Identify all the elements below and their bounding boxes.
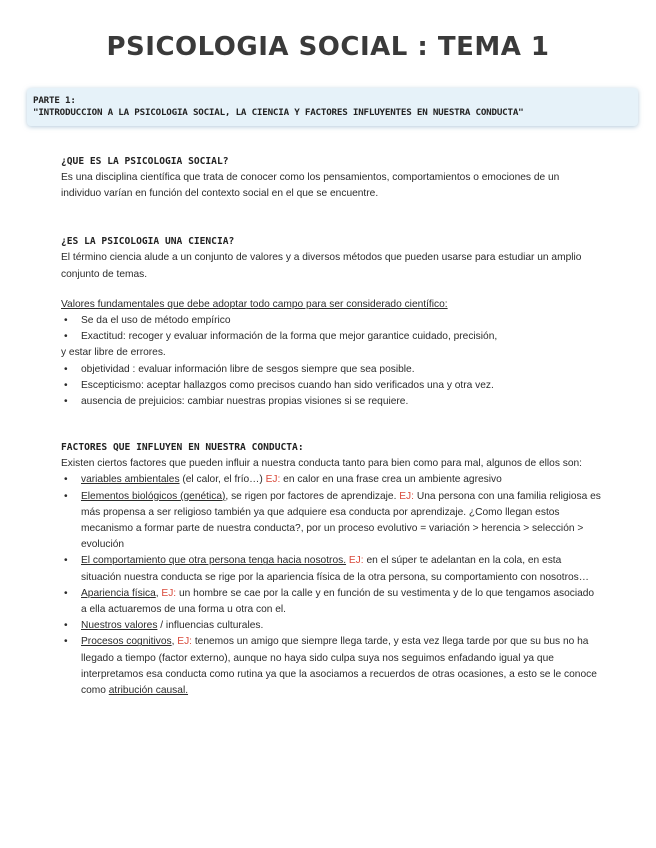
bullet: • — [64, 636, 68, 648]
factors-list — [61, 472, 601, 699]
part-label: PARTE 1: — [33, 95, 76, 106]
values-title: Valores fundamentales que debe adoptar todo campo para ser considerado científico: — [61, 298, 448, 310]
section-heading: ¿QUE ES LA PSICOLOGIA SOCIAL? — [61, 156, 229, 167]
section-paragraph: Existen ciertos factores que pueden influir a nuestra conducta tanto para bien como para mal, algunos de ellos son: — [61, 458, 583, 470]
list-item: • objetividad : evaluar información libre de sesgos siempre que sea posible. — [61, 362, 601, 378]
list-item: • Exactitud: recoger y evaluar información de la forma que mejor garantice cuidado, precisión, y estar libre de errores. — [61, 331, 498, 359]
example-tag: EJ: — [348, 555, 364, 567]
list-item: • El comportamiento que otra persona tenga hacia nosotros. EJ: en el súper te adelantan en la cola, en esta situación nuestra conducta se rige por la apariencia física de la otra persona, su comportamiento con nosotros… — [64, 555, 589, 583]
page-title: PSICOLOGIA SOCIAL : TEMA 1 — [106, 32, 550, 62]
list-item: • ausencia de prejuicios: cambiar nuestras propias visiones si se requiere. — [61, 394, 601, 410]
list-item: • Nuestros valores / influencias culturales. — [61, 618, 601, 634]
section-paragraph: El término ciencia alude a un conjunto de valores y a diversos métodos que pueden usarse para estudiar un amplio conjunto de temas. — [61, 252, 582, 280]
bullet: • — [64, 490, 68, 502]
section-is-science — [61, 234, 601, 410]
part-banner — [27, 88, 638, 126]
section-factors — [61, 440, 601, 699]
bullet: • — [64, 379, 68, 391]
list-item: • Elementos biológicos (genética), se rigen por factores de aprendizaje. EJ: Una persona con una familia religiosa es más propensa a ser religioso también ya que adquiere esa conducta por aprendizaje. ¿Como llegan estos mecanismo a formar parte de nuestra conducta?, por un proceso evolutivo = variación > herencia > selección > evolución — [64, 490, 601, 551]
list-item: • Escepticismo: aceptar hallazgos como precisos cuando han sido verificados una y otra vez. — [61, 378, 601, 394]
part-subtitle: "INTRODUCCION A LA PSICOLOGIA SOCIAL, LA CIENCIA Y FACTORES INFLUYENTES EN NUESTRA CONDUCTA" — [33, 107, 524, 118]
list-item: • Apariencia física, EJ: un hombre se cae por la calle y en función de su vestimenta y de lo que tengamos asociado a ella actuaremos de una forma u otra con el. — [64, 587, 595, 616]
values-list — [61, 313, 601, 410]
list-item: • Procesos cognitivos, EJ: tenemos un amigo que siempre llega tarde, y esta vez llega tarde por que su bus no ha llegado a tiempo (factor externo), aunque no haya sido culpa suya nos seguimos enfadando igual ya que interpretamos esa conducta como rutina ya que la asociamos a recuerdos de otras ocasiones, a esto se le conoce como atribución causal. — [64, 636, 597, 697]
bullet: • — [64, 587, 68, 599]
bullet: • — [64, 363, 68, 375]
bullet: • — [64, 620, 68, 632]
bullet: • — [64, 396, 68, 408]
section-heading: FACTORES QUE INFLUYEN EN NUESTRA CONDUCTA: — [61, 442, 304, 454]
list-item: • variables ambientales (el calor, el frío…) EJ: en calor en una frase crea un ambiente agresivo — [61, 472, 601, 488]
example-tag: EJ: — [161, 587, 177, 599]
bullet: • — [64, 331, 68, 343]
bullet: • — [64, 555, 68, 567]
document-body — [61, 154, 601, 699]
example-tag: EJ: — [177, 636, 193, 648]
example-tag: EJ: — [265, 474, 281, 486]
bullet: • — [64, 474, 68, 486]
section-paragraph: Es una disciplina científica que trata de conocer como los pensamientos, comportamientos o emociones de un individuo varían en función del contexto social en el que se encuentre. — [61, 172, 560, 200]
example-tag: EJ: — [399, 490, 414, 502]
section-what-is — [61, 154, 601, 202]
list-item: • Se da el uso de método empírico — [61, 313, 601, 329]
section-heading: ¿ES LA PSICOLOGIA UNA CIENCIA? — [61, 236, 235, 248]
bullet: • — [64, 315, 68, 327]
